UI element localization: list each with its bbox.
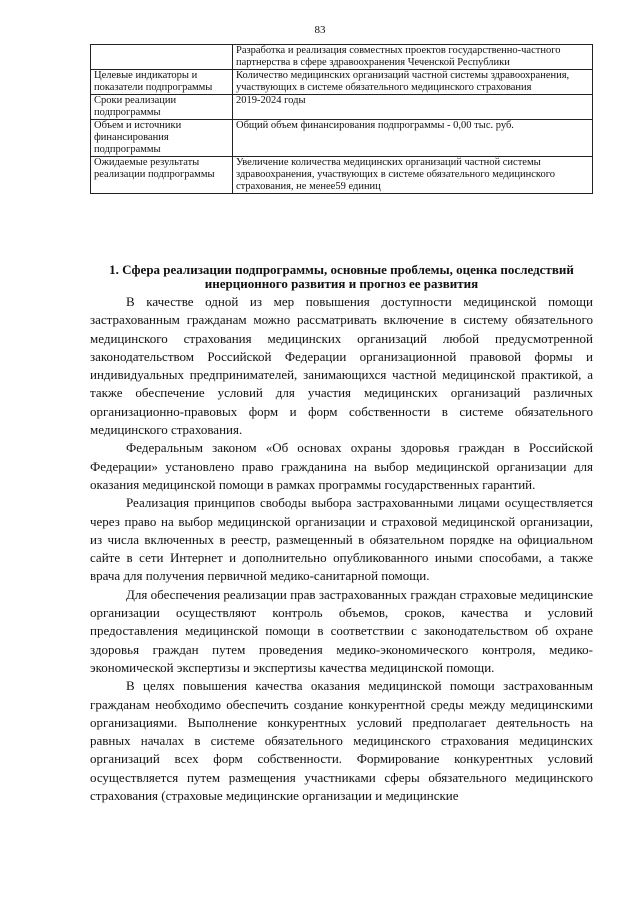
section-body <box>90 293 593 805</box>
table-cell-value: Общий объем финансирования подпрограммы - 0,00 тыс. руб. <box>233 120 593 157</box>
paragraph: Для обеспечения реализации прав застрахованных граждан страховые медицинские организации осуществляют контроль объемов, сроков, качества и условий предоставления медицинской помощи в соответствии с законодательством об охране здоровья граждан путем проведения медико-экономического контроля, медико-экономической экспертизы и экспертизы качества медицинской помощи. <box>90 586 593 675</box>
table-row <box>91 95 593 120</box>
table-row <box>91 157 593 194</box>
page-number: 83 <box>314 24 326 36</box>
table-cell-value: Разработка и реализация совместных проектов государственно-частного партнерства в сфере здравоохранения Чеченской Республики <box>233 45 593 70</box>
table-cell-value: 2019-2024 годы <box>233 95 593 120</box>
table-cell-label <box>91 45 233 70</box>
table-cell-value: Увеличение количества медицинских организаций частной системы здравоохранения, участвующих в системе обязательного медицинского страхования, не менее59 единиц <box>233 157 593 194</box>
table-row <box>91 70 593 95</box>
table-cell-label: Объем и источники финансирования подпрограммы <box>91 120 233 157</box>
table-row <box>91 45 593 70</box>
table-cell-label: Целевые индикаторы и показатели подпрограммы <box>91 70 233 95</box>
table-row <box>91 120 593 157</box>
paragraph: Федеральным законом «Об основах охраны здоровья граждан в Российской Федерации» установлено право гражданина на выбор медицинской организации для оказания медицинской помощи в рамках программы государственных гарантий. <box>90 440 593 492</box>
table-cell-value: Количество медицинских организаций частной системы здравоохранения, участвующих в системе обязательного медицинского страхования <box>233 70 593 95</box>
paragraph: Реализация принципов свободы выбора застрахованными лицами осуществляется через право на выбор медицинской организации и страховой медицинской организации, из числа включенных в реестр, размещенный в обязательном порядке на официальном сайте в сети Интернет и дополнительно опубликованного иными способами, а также врача для получения первичной медико-санитарной помощи. <box>90 495 593 584</box>
table-cell-label: Ожидаемые результаты реализации подпрограммы <box>91 157 233 194</box>
table-cell-label: Сроки реализации подпрограммы <box>91 95 233 120</box>
subprogram-passport-table <box>90 44 593 194</box>
paragraph: В целях повышения качества оказания медицинской помощи застрахованным гражданам необходимо обеспечить создание конкурентной среды между медицинскими организациями. Выполнение конкурентных условий предполагает деятельность на равных началах в системе обязательного медицинского страхования медицинских организаций всех форм собственности. Формирование конкурентных условий осуществляется путем размещения участниками сферы обязательного медицинского страхования (страховые медицинские организации и медицинские <box>90 678 593 804</box>
section-heading: 1. Сфера реализации подпрограммы, основные проблемы, оценка последствий инерционного развития и прогноз ее развития <box>109 262 574 291</box>
paragraph: В качестве одной из мер повышения доступности медицинской помощи застрахованным гражданам можно рассматривать включение в систему обязательного медицинского страхования медицинских организаций любой предусмотренной законодательством Российской Федерации организационной правовой формы и индивидуальных предпринимателей, занимающихся частной медицинской практикой, а также обеспечение условий для участия медицинских организаций различных организационно-правовых форм и форм собственности в системе обязательного медицинского страхования. <box>90 294 593 438</box>
